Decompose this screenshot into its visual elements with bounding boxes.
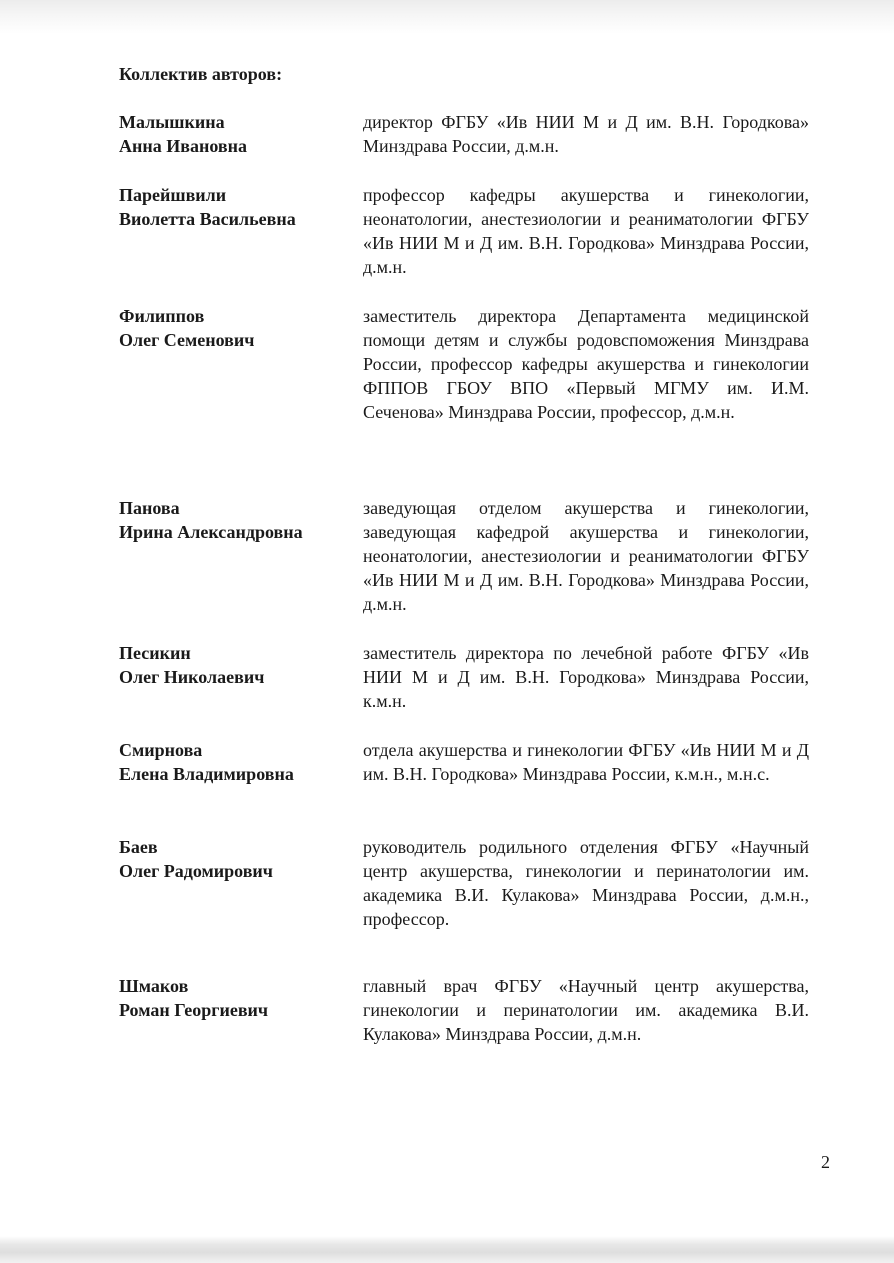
- author-name: [119, 183, 354, 231]
- author-name: [119, 496, 354, 544]
- author-surname: Панова: [119, 498, 180, 518]
- author-surname: Филиппов: [119, 306, 205, 326]
- author-surname: Смирнова: [119, 740, 203, 760]
- author-name: [119, 835, 354, 883]
- author-given-names: Ирина Александровна: [119, 522, 303, 542]
- author-description: директор ФГБУ «Ив НИИ М и Д им. В.Н. Городкова» Минздрава России, д.м.н.: [363, 112, 809, 156]
- author-name: [119, 974, 354, 1022]
- author-surname: Парейшвили: [119, 185, 227, 205]
- author-surname: Песикин: [119, 643, 191, 663]
- author-given-names: Елена Владимировна: [119, 764, 294, 784]
- author-surname: Шмаков: [119, 976, 189, 996]
- author-description: профессор кафедры акушерства и гинекологии, неонатологии, анестезиологии и реаниматологии ФГБУ «Ив НИИ М и Д им. В.Н. Городкова» Минздрава России, д.м.н.: [363, 185, 809, 277]
- author-name: [119, 641, 354, 689]
- author-description: руководитель родильного отделения ФГБУ «Научный центр акушерства, гинекологии и перинатологии им. академика В.И. Кулакова» Минздрава России, д.м.н., профессор.: [363, 837, 809, 929]
- author-given-names: Олег Николаевич: [119, 667, 265, 687]
- page-number: 2: [821, 1152, 830, 1172]
- author-given-names: Олег Семенович: [119, 330, 255, 350]
- scan-bottom-shadow: [0, 1236, 894, 1263]
- author-surname: Баев: [119, 837, 158, 857]
- author-description: заместитель директора Департамента медицинской помощи детям и службы родовспоможения Минздрава России, профессор кафедры акушерства и гинекологии ФППОВ ГБОУ ВПО «Первый МГМУ им. И.М. Сеченова» Минздрава России, профессор, д.м.н.: [363, 306, 809, 422]
- author-surname: Малышкина: [119, 112, 225, 132]
- scan-top-shadow: [0, 0, 894, 34]
- author-description: отдела акушерства и гинекологии ФГБУ «Ив НИИ М и Д им. В.Н. Городкова» Минздрава России, к.м.н., м.н.с.: [363, 740, 809, 784]
- author-name: [119, 110, 354, 158]
- author-description: главный врач ФГБУ «Научный центр акушерства, гинекологии и перинатологии им. академика В.И. Кулакова» Минздрава России, д.м.н.: [363, 976, 809, 1044]
- author-given-names: Виолетта Васильевна: [119, 209, 296, 229]
- author-given-names: Анна Ивановна: [119, 136, 247, 156]
- author-description: заведующая отделом акушерства и гинекологии, заведующая кафедрой акушерства и гинекологии, неонатологии, анестезиологии и реаниматологии ФГБУ «Ив НИИ М и Д им. В.Н. Городкова» Минздрава России, д.м.н.: [363, 498, 809, 614]
- author-given-names: Олег Радомирович: [119, 861, 273, 881]
- author-description: заместитель директора по лечебной работе ФГБУ «Ив НИИ М и Д им. В.Н. Городкова» Минздрава России, к.м.н.: [363, 643, 809, 711]
- author-name: [119, 304, 354, 352]
- author-name: [119, 738, 354, 786]
- page-title: Коллектив авторов:: [119, 64, 283, 84]
- author-given-names: Роман Георгиевич: [119, 1000, 269, 1020]
